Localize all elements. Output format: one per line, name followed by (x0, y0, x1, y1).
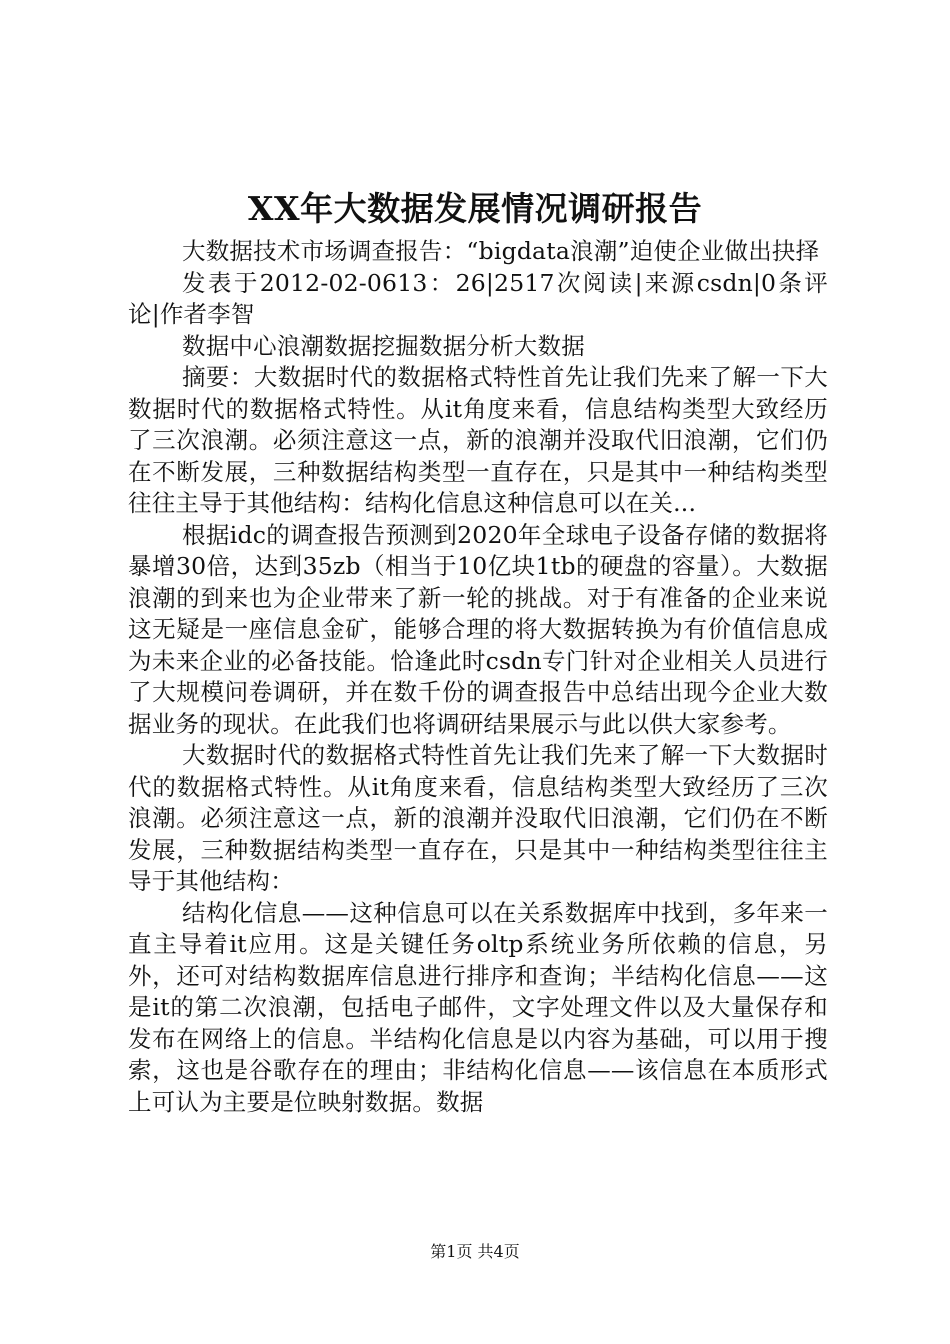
paragraph-tags: 数据中心浪潮数据挖掘数据分析大数据 (182, 331, 585, 360)
document-body (128, 236, 828, 1118)
paragraph-meta: 发表于2012-02-0613：26|2517次阅读|来源csdn|0条评论|作者李智 (128, 268, 828, 328)
page-footer: 第1页 共4页 (430, 1242, 520, 1261)
document-title: XX年大数据发展情况调研报告 (247, 189, 703, 228)
paragraph-idc-forecast: 根据idc的调查报告预测到2020年全球电子设备存储的数据将暴增30倍，达到35zb（相当于10亿块1tb的硬盘的容量）。大数据浪潮的到来也为企业带来了新一轮的挑战。对于有准备的企业来说这无疑是一座信息金矿，能够合理的将大数据转换为有价值信息成为未来企业的必备技能。恰逢此时csdn专门针对企业相关人员进行了大规模问卷调研，并在数千份的调查报告中总结出现今企业大数据业务的现状。在此我们也将调研结果展示与此以供大家参考。 (128, 520, 828, 738)
paragraph-headline: 大数据技术市场调查报告：“bigdata浪潮”迫使企业做出抉择 (182, 237, 820, 265)
paragraph-abstract: 摘要：大数据时代的数据格式特性首先让我们先来了解一下大数据时代的数据格式特性。从it角度来看，信息结构类型大致经历了三次浪潮。必须注意这一点，新的浪潮并没取代旧浪潮，它们仍在不断发展，三种数据结构类型一直存在，只是其中一种结构类型往往主导于其他结构：结构化信息这种信息可以在关... (128, 363, 828, 517)
paragraph-structured-info: 结构化信息——这种信息可以在关系数据库中找到，多年来一直主导着it应用。这是关键任务oltp系统业务所依赖的信息，另外，还可对结构数据库信息进行排序和查询；半结构化信息——这是it的第二次浪潮，包括电子邮件，文字处理文件以及大量保存和发布在网络上的信息。半结构化信息是以内容为基础，可以用于搜索，这也是谷歌存在的理由；非结构化信息——该信息在本质形式上可认为主要是位映射数据。数据 (128, 898, 828, 1116)
paragraph-data-format: 大数据时代的数据格式特性首先让我们先来了解一下大数据时代的数据格式特性。从it角度来看，信息结构类型大致经历了三次浪潮。必须注意这一点，新的浪潮并没取代旧浪潮，它们仍在不断发展，三种数据结构类型一直存在，只是其中一种结构类型往往主导于其他结构： (128, 741, 828, 895)
